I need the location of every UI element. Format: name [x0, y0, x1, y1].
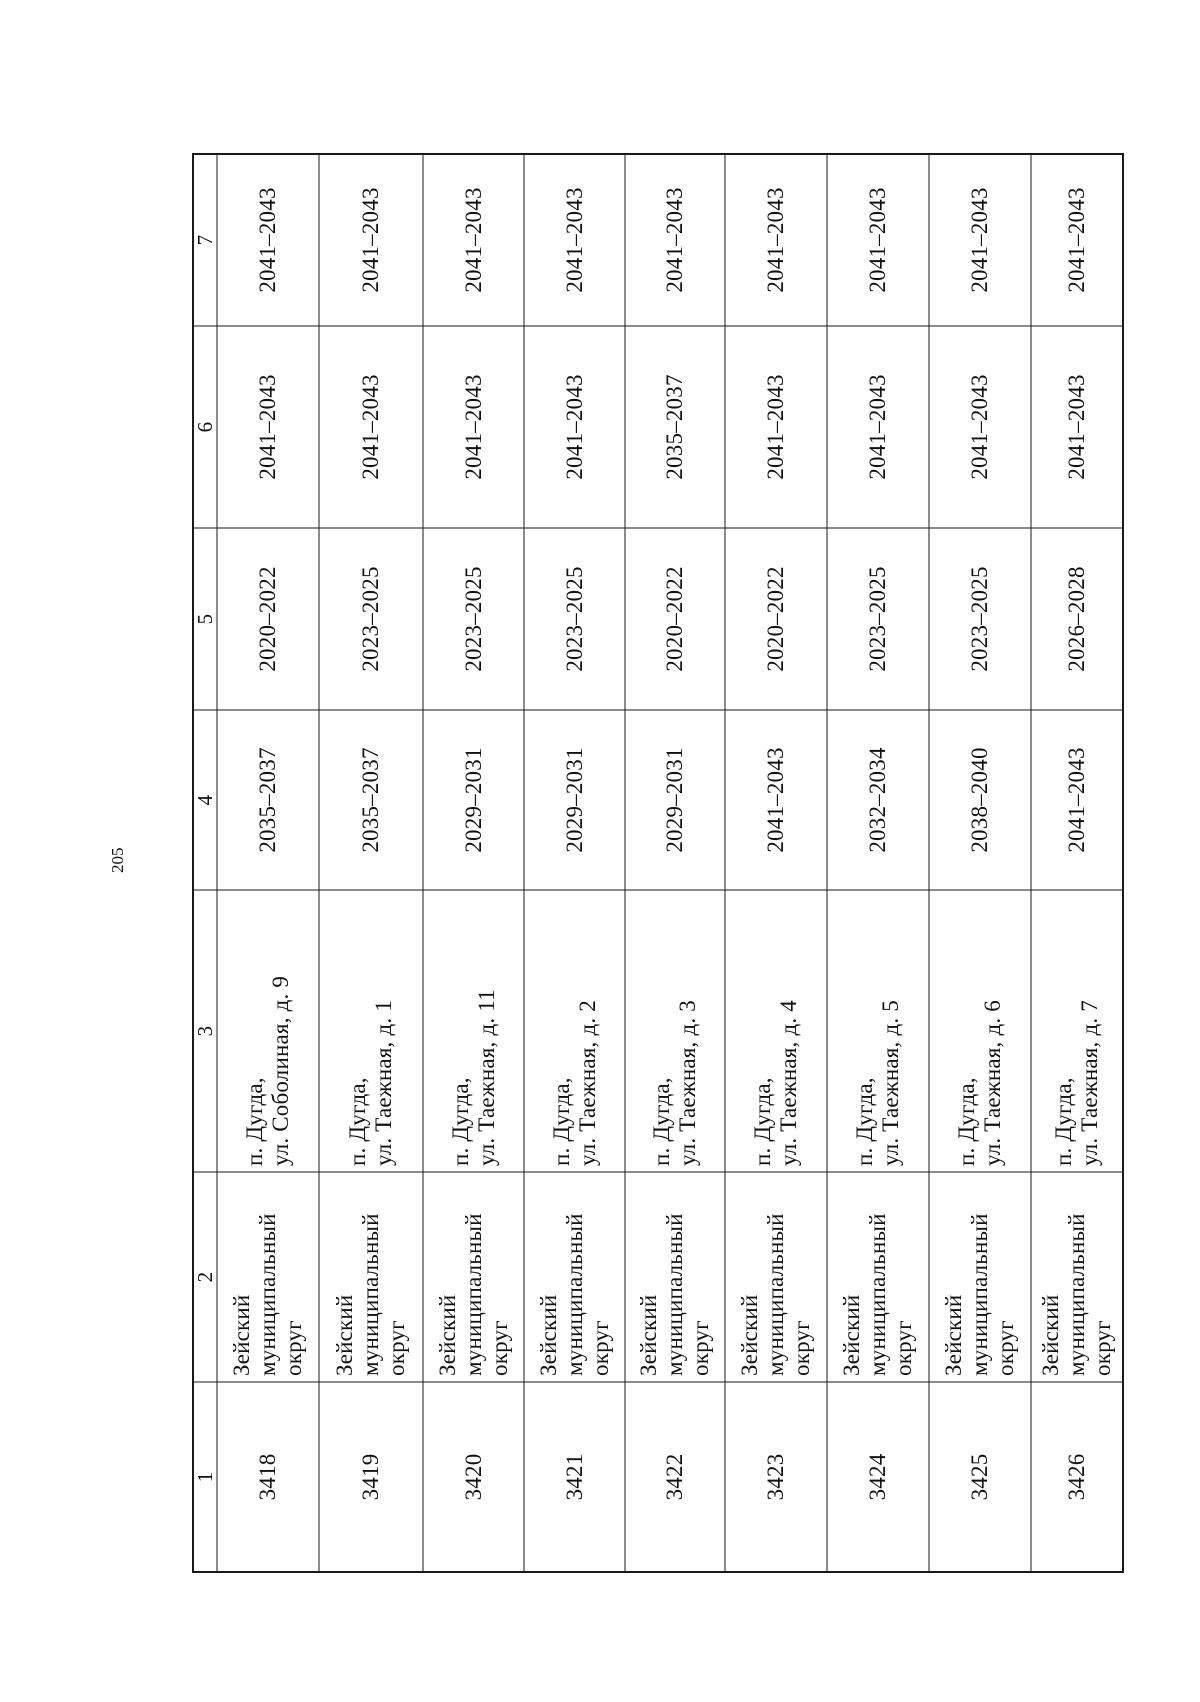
address-cell-text: п. Дугда, ул. Таежная, д. 6 — [954, 1000, 1005, 1166]
col6-period-cell-text: 2041–2043 — [1064, 374, 1089, 480]
col6-period-cell-text: 2041–2043 — [460, 374, 486, 480]
col4-period-cell — [319, 710, 423, 890]
col7-period-cell-text: 2041–2043 — [460, 187, 486, 293]
row-number-cell — [725, 1382, 827, 1572]
col6-period-cell — [423, 326, 524, 528]
col7-period-cell — [319, 154, 423, 326]
header-cell-7-text: 7 — [193, 234, 217, 246]
municipality-cell — [929, 1172, 1031, 1382]
col4-period-cell — [524, 710, 625, 890]
header-cell-3 — [193, 890, 217, 1172]
address-cell-text: п. Дугда, ул. Таежная, д. 5 — [852, 1000, 903, 1166]
col7-period-cell-text: 2041–2043 — [763, 187, 788, 293]
col5-period-cell — [319, 528, 423, 710]
address-cell — [319, 890, 423, 1172]
address-cell — [524, 890, 625, 1172]
col5-period-cell — [625, 528, 725, 710]
col4-period-cell-text: 2041–2043 — [763, 747, 788, 853]
col4-period-cell — [217, 710, 319, 890]
header-cell-3-text: 3 — [193, 1025, 217, 1037]
col7-period-cell-text: 2041–2043 — [561, 187, 587, 293]
col6-period-cell — [725, 326, 827, 528]
row-number-cell — [423, 1382, 524, 1572]
col7-period-cell — [625, 154, 725, 326]
col4-period-cell — [625, 710, 725, 890]
municipality-cell-text: Зейский муниципальный округ — [941, 1213, 1018, 1376]
col4-period-cell-text: 2041–2043 — [1064, 747, 1089, 853]
header-cell-4-text: 4 — [193, 794, 217, 806]
col5-period-cell-text: 2026–2028 — [1064, 566, 1089, 672]
col4-period-cell-text: 2029–2031 — [662, 747, 687, 853]
address-cell — [1031, 890, 1123, 1172]
header-cell-1 — [193, 1382, 217, 1572]
row-number-cell — [319, 1382, 423, 1572]
col5-period-cell-text: 2020–2022 — [763, 566, 788, 672]
row-number-cell — [1031, 1382, 1123, 1572]
col6-period-cell — [827, 326, 929, 528]
header-cell-7 — [193, 154, 217, 326]
col7-period-cell — [725, 154, 827, 326]
row-number-cell-text: 3422 — [662, 1453, 687, 1501]
address-cell-text: п. Дугда, ул. Таежная, д. 11 — [447, 989, 499, 1166]
municipality-cell-text: Зейский муниципальный округ — [535, 1213, 613, 1376]
col5-period-cell — [827, 528, 929, 710]
address-cell — [725, 890, 827, 1172]
col6-period-cell — [524, 326, 625, 528]
col4-period-cell-text: 2038–2040 — [967, 747, 992, 853]
row-number-cell — [929, 1382, 1031, 1572]
col5-period-cell — [1031, 528, 1123, 710]
col5-period-cell-text: 2023–2025 — [358, 566, 383, 672]
col6-period-cell-text: 2041–2043 — [255, 374, 280, 480]
municipality-cell-text: Зейский муниципальный округ — [839, 1213, 916, 1376]
col7-period-cell-text: 2041–2043 — [967, 187, 992, 293]
col6-period-cell — [929, 326, 1031, 528]
col5-period-cell-text: 2023–2025 — [460, 566, 486, 672]
municipality-cell — [1031, 1172, 1123, 1382]
row-number-cell-text: 3418 — [255, 1453, 280, 1501]
col4-period-cell-text: 2035–2037 — [255, 747, 280, 853]
municipality-cell — [319, 1172, 423, 1382]
col7-period-cell — [827, 154, 929, 326]
col5-period-cell-text: 2023–2025 — [967, 566, 992, 672]
col6-period-cell-text: 2041–2043 — [967, 374, 992, 480]
municipality-cell-text: Зейский муниципальный округ — [434, 1213, 512, 1376]
col6-period-cell-text: 2041–2043 — [561, 374, 587, 480]
municipality-cell-text: Зейский муниципальный округ — [229, 1213, 306, 1376]
row-number-cell — [524, 1382, 625, 1572]
col6-period-cell — [1031, 326, 1123, 528]
address-cell — [423, 890, 524, 1172]
header-cell-5-text: 5 — [193, 613, 217, 625]
municipality-cell — [217, 1172, 319, 1382]
row-number-cell-text: 3421 — [561, 1453, 587, 1501]
col5-period-cell — [929, 528, 1031, 710]
col5-period-cell — [725, 528, 827, 710]
address-cell — [827, 890, 929, 1172]
col7-period-cell-text: 2041–2043 — [358, 187, 383, 293]
col7-period-cell-text: 2041–2043 — [865, 187, 890, 293]
address-cell-text: п. Дугда, ул. Таежная, д. 1 — [345, 1000, 396, 1166]
header-cell-6 — [193, 326, 217, 528]
address-cell — [929, 890, 1031, 1172]
municipality-cell — [725, 1172, 827, 1382]
address-cell-text: п. Дугда, ул. Таежная, д. 7 — [1051, 1000, 1102, 1166]
col5-period-cell-text: 2020–2022 — [662, 566, 687, 672]
row-number-cell — [827, 1382, 929, 1572]
row-number-cell — [217, 1382, 319, 1572]
municipality-cell-text: Зейский муниципальный округ — [737, 1213, 814, 1376]
row-number-cell-text: 3426 — [1064, 1453, 1089, 1501]
col4-period-cell — [827, 710, 929, 890]
municipality-cell-text: Зейский муниципальный округ — [1038, 1213, 1115, 1376]
header-cell-2-text: 2 — [193, 1271, 217, 1283]
municipality-cell — [524, 1172, 625, 1382]
page-number: 205 — [108, 847, 127, 873]
row-number-cell-text: 3425 — [967, 1453, 992, 1501]
col5-period-cell — [423, 528, 524, 710]
header-cell-6-text: 6 — [193, 421, 217, 433]
col4-period-cell — [725, 710, 827, 890]
col7-period-cell-text: 2041–2043 — [662, 187, 687, 293]
col7-period-cell — [217, 154, 319, 326]
col7-period-cell-text: 2041–2043 — [255, 187, 280, 293]
col7-period-cell — [929, 154, 1031, 326]
municipality-cell — [625, 1172, 725, 1382]
col4-period-cell-text: 2032–2034 — [865, 747, 890, 853]
header-cell-1-text: 1 — [193, 1471, 217, 1483]
municipality-cell — [827, 1172, 929, 1382]
municipality-cell-text: Зейский муниципальный округ — [332, 1213, 409, 1376]
col4-period-cell — [1031, 710, 1123, 890]
col6-period-cell — [625, 326, 725, 528]
address-cell-text: п. Дугда, ул. Таежная, д. 2 — [548, 1000, 600, 1166]
col5-period-cell — [217, 528, 319, 710]
col6-period-cell-text: 2041–2043 — [358, 374, 383, 480]
address-cell-text: п. Дугда, ул. Соболиная, д. 9 — [242, 975, 293, 1166]
col7-period-cell — [524, 154, 625, 326]
col4-period-cell-text: 2035–2037 — [358, 747, 383, 853]
municipality-cell-text: Зейский муниципальный округ — [636, 1213, 713, 1376]
data-table — [193, 154, 1123, 1572]
row-number-cell — [625, 1382, 725, 1572]
address-cell — [217, 890, 319, 1172]
col6-period-cell-text: 2041–2043 — [763, 374, 788, 480]
col5-period-cell — [524, 528, 625, 710]
col4-period-cell-text: 2029–2031 — [561, 747, 587, 853]
col6-period-cell — [319, 326, 423, 528]
col5-period-cell-text: 2020–2022 — [255, 566, 280, 672]
col7-period-cell — [423, 154, 524, 326]
address-cell-text: п. Дугда, ул. Таежная, д. 4 — [750, 1000, 801, 1166]
col4-period-cell-text: 2029–2031 — [460, 747, 486, 853]
row-number-cell-text: 3419 — [358, 1453, 383, 1501]
col6-period-cell — [217, 326, 319, 528]
col4-period-cell — [423, 710, 524, 890]
header-cell-2 — [193, 1172, 217, 1382]
header-cell-5 — [193, 528, 217, 710]
col5-period-cell-text: 2023–2025 — [561, 566, 587, 672]
municipality-cell — [423, 1172, 524, 1382]
col7-period-cell-text: 2041–2043 — [1064, 187, 1089, 293]
row-number-cell-text: 3424 — [865, 1453, 890, 1501]
header-cell-4 — [193, 710, 217, 890]
col4-period-cell — [929, 710, 1031, 890]
col6-period-cell-text: 2041–2043 — [865, 374, 890, 480]
address-cell — [625, 890, 725, 1172]
col7-period-cell — [1031, 154, 1123, 326]
row-number-cell-text: 3423 — [763, 1453, 788, 1501]
address-cell-text: п. Дугда, ул. Таежная, д. 3 — [649, 1000, 700, 1166]
col6-period-cell-text: 2035–2037 — [662, 374, 687, 480]
row-number-cell-text: 3420 — [460, 1453, 486, 1501]
col5-period-cell-text: 2023–2025 — [865, 566, 890, 672]
